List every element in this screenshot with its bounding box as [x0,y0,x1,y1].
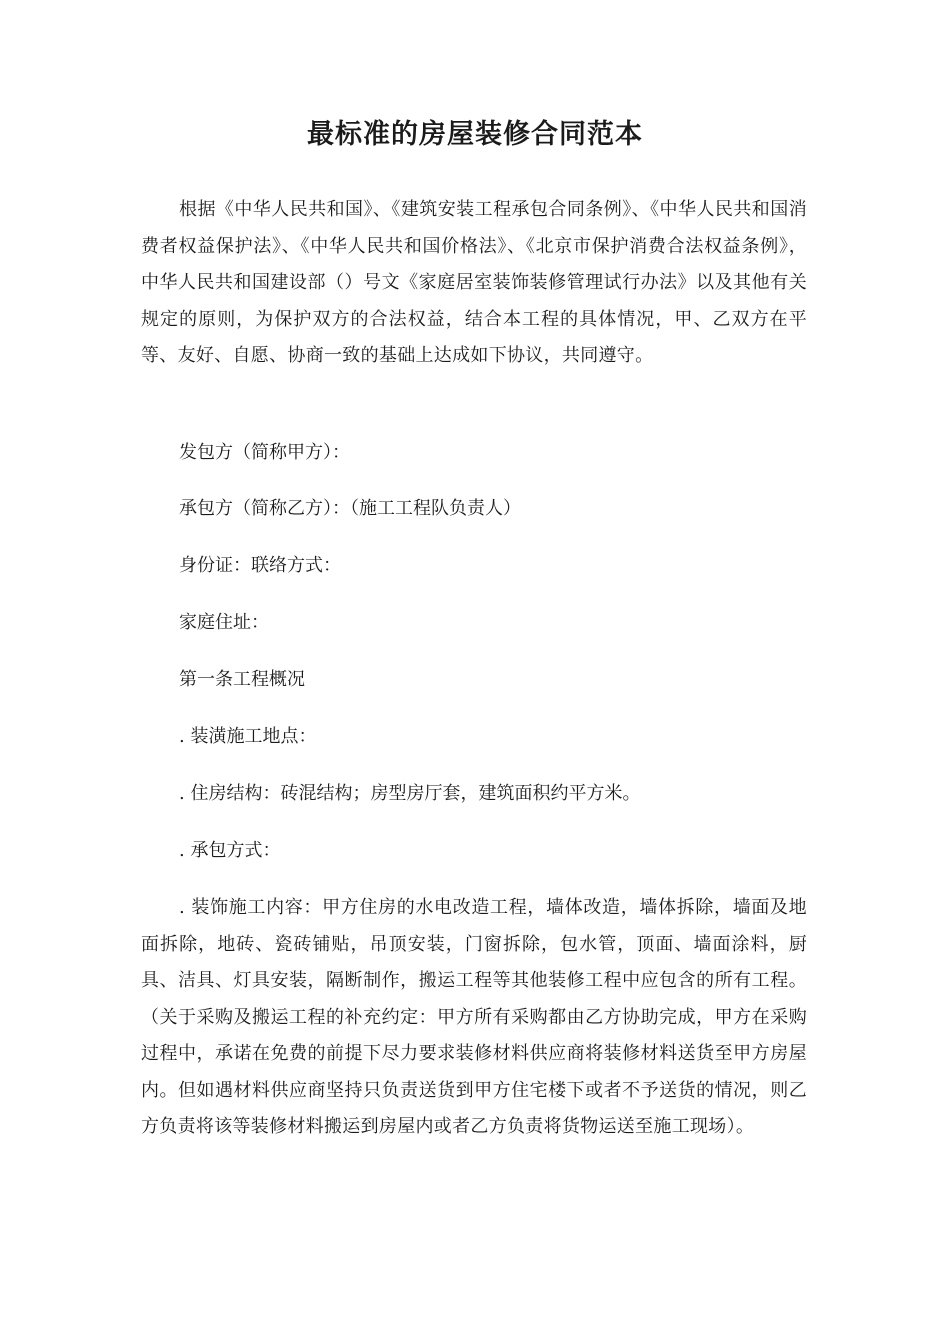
home-address-line: 家庭住址： [179,612,269,633]
item-construction-content: . 装饰施工内容：甲方住房的水电改造工程，墙体改造，墙体拆除，墙面及地面拆除，地砖、瓷砖铺贴，吊顶安装，门窗拆除，包水管，顶面、墙面涂料，厨具、洁具、灯具安装，隔断制作，搬运工程等其他装修工程中应包含的所有工程。（关于采购及搬运工程的补充约定：甲方所有采购都由乙方协助完成，甲方在采购过程中，承诺在免费的前提下尽力要求装修材料供应商将装修材料送货至甲方房屋内。但如遇材料供应商坚持只负责送货到甲方住宅楼下或者不予送货的情况，则乙方负责将该等装修材料搬运到房屋内或者乙方负责将货物运送至施工现场）。 [141,897,807,1137]
id-contact-line: 身份证：联络方式： [179,555,341,576]
article-1-heading: 第一条工程概况 [179,669,305,690]
party-b-line: 承包方（简称乙方）：（施工工程队负责人） [179,498,521,519]
item-construction-site: . 装潢施工地点： [179,726,317,747]
party-a-line: 发包方（简称甲方）： [179,442,350,463]
item-house-structure: . 住房结构：砖混结构；房型房厅套，建筑面积约平方米。 [179,783,641,804]
item-contract-mode: . 承包方式： [179,840,281,861]
intro-paragraph: 根据《中华人民共和国》、《建筑安装工程承包合同条例》、《中华人民共和国消费者权益保护法》、《中华人民共和国价格法》、《北京市保护消费合法权益条例》，中华人民共和国建设部（）号文《家庭居室装饰装修管理试行办法》以及其他有关规定的原则，为保护双方的合法权益，结合本工程的具体情况，甲、乙双方在平等、友好、自愿、协商一致的基础上达成如下协议，共同遵守。 [141,199,807,366]
document-title: 最标准的房屋装修合同范本 [307,119,643,150]
